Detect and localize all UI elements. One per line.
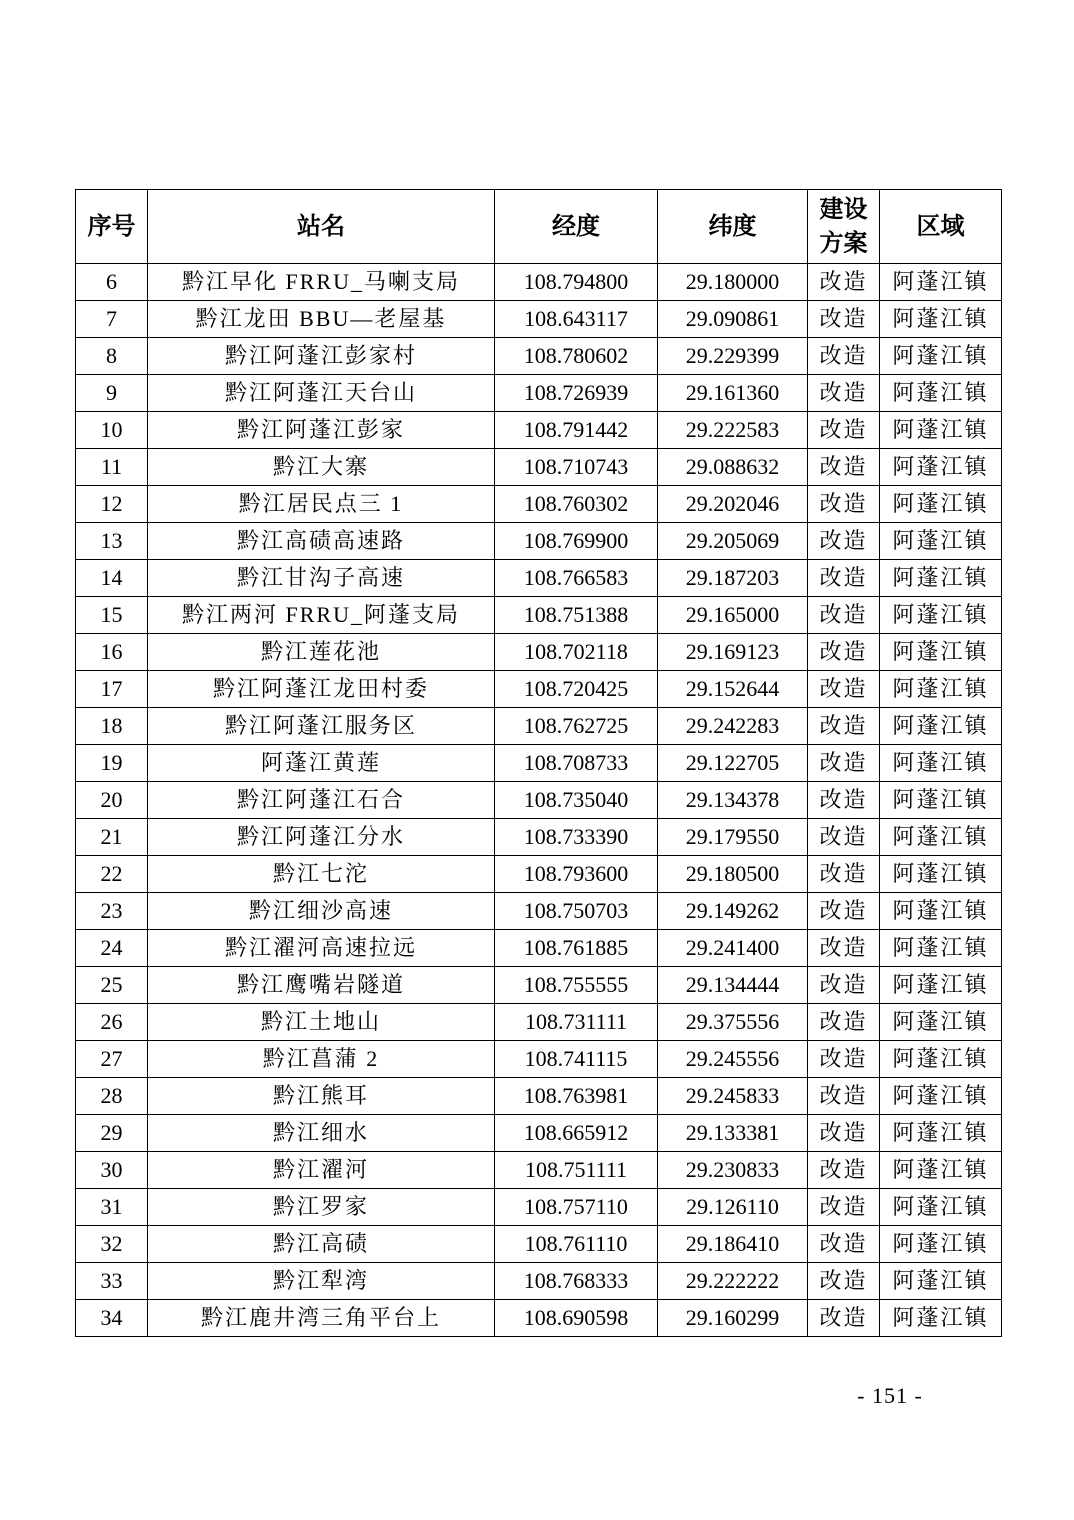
cell-longitude: 108.794800	[495, 264, 658, 301]
cell-plan: 改造	[808, 856, 880, 893]
cell-latitude: 29.165000	[658, 597, 808, 634]
station-table	[75, 189, 1002, 1337]
table-row	[76, 967, 1002, 1004]
cell-station: 阿蓬江黄莲	[148, 745, 495, 782]
cell-station: 黔江高碛	[148, 1226, 495, 1263]
cell-longitude: 108.720425	[495, 671, 658, 708]
cell-seq: 33	[76, 1263, 148, 1300]
cell-station: 黔江高碛高速路	[148, 523, 495, 560]
cell-plan: 改造	[808, 1189, 880, 1226]
table-row	[76, 597, 1002, 634]
cell-longitude: 108.791442	[495, 412, 658, 449]
cell-plan: 改造	[808, 486, 880, 523]
cell-longitude: 108.762725	[495, 708, 658, 745]
cell-plan: 改造	[808, 1078, 880, 1115]
cell-latitude: 29.149262	[658, 893, 808, 930]
table-row	[76, 338, 1002, 375]
cell-longitude: 108.702118	[495, 634, 658, 671]
cell-area: 阿蓬江镇	[880, 560, 1002, 597]
cell-area: 阿蓬江镇	[880, 967, 1002, 1004]
table-row	[76, 1263, 1002, 1300]
cell-seq: 9	[76, 375, 148, 412]
table-row	[76, 1226, 1002, 1263]
cell-station: 黔江鹿井湾三角平台上	[148, 1300, 495, 1337]
cell-plan: 改造	[808, 264, 880, 301]
cell-seq: 17	[76, 671, 148, 708]
cell-seq: 7	[76, 301, 148, 338]
cell-plan: 改造	[808, 1263, 880, 1300]
cell-station: 黔江阿蓬江分水	[148, 819, 495, 856]
cell-longitude: 108.750703	[495, 893, 658, 930]
cell-seq: 29	[76, 1115, 148, 1152]
table-row	[76, 930, 1002, 967]
cell-plan: 改造	[808, 412, 880, 449]
cell-longitude: 108.710743	[495, 449, 658, 486]
cell-seq: 15	[76, 597, 148, 634]
cell-plan: 改造	[808, 1004, 880, 1041]
cell-latitude: 29.088632	[658, 449, 808, 486]
cell-seq: 12	[76, 486, 148, 523]
cell-area: 阿蓬江镇	[880, 597, 1002, 634]
cell-latitude: 29.134378	[658, 782, 808, 819]
cell-station: 黔江七沱	[148, 856, 495, 893]
cell-seq: 18	[76, 708, 148, 745]
cell-station: 黔江两河 FRRU_阿蓬支局	[148, 597, 495, 634]
cell-longitude: 108.760302	[495, 486, 658, 523]
cell-station: 黔江莲花池	[148, 634, 495, 671]
cell-seq: 32	[76, 1226, 148, 1263]
cell-station: 黔江熊耳	[148, 1078, 495, 1115]
table-row	[76, 1078, 1002, 1115]
cell-plan: 改造	[808, 1300, 880, 1337]
table-row	[76, 1300, 1002, 1337]
table-row	[76, 708, 1002, 745]
table-row	[76, 819, 1002, 856]
table-row	[76, 1115, 1002, 1152]
cell-latitude: 29.245833	[658, 1078, 808, 1115]
cell-plan: 改造	[808, 560, 880, 597]
cell-station: 黔江阿蓬江彭家	[148, 412, 495, 449]
cell-station: 黔江细沙高速	[148, 893, 495, 930]
cell-plan: 改造	[808, 597, 880, 634]
table-row	[76, 782, 1002, 819]
cell-seq: 21	[76, 819, 148, 856]
cell-area: 阿蓬江镇	[880, 1300, 1002, 1337]
cell-station: 黔江大寨	[148, 449, 495, 486]
cell-area: 阿蓬江镇	[880, 486, 1002, 523]
cell-area: 阿蓬江镇	[880, 1078, 1002, 1115]
cell-longitude: 108.793600	[495, 856, 658, 893]
cell-latitude: 29.242283	[658, 708, 808, 745]
cell-plan: 改造	[808, 745, 880, 782]
cell-seq: 22	[76, 856, 148, 893]
cell-latitude: 29.133381	[658, 1115, 808, 1152]
cell-latitude: 29.179550	[658, 819, 808, 856]
cell-seq: 30	[76, 1152, 148, 1189]
cell-latitude: 29.152644	[658, 671, 808, 708]
cell-area: 阿蓬江镇	[880, 338, 1002, 375]
cell-area: 阿蓬江镇	[880, 708, 1002, 745]
cell-area: 阿蓬江镇	[880, 1263, 1002, 1300]
cell-seq: 25	[76, 967, 148, 1004]
cell-latitude: 29.222583	[658, 412, 808, 449]
cell-seq: 20	[76, 782, 148, 819]
cell-station: 黔江阿蓬江石合	[148, 782, 495, 819]
cell-latitude: 29.126110	[658, 1189, 808, 1226]
cell-longitude: 108.741115	[495, 1041, 658, 1078]
table-row	[76, 412, 1002, 449]
cell-longitude: 108.735040	[495, 782, 658, 819]
cell-seq: 28	[76, 1078, 148, 1115]
cell-plan: 改造	[808, 634, 880, 671]
cell-plan: 改造	[808, 338, 880, 375]
cell-latitude: 29.187203	[658, 560, 808, 597]
cell-area: 阿蓬江镇	[880, 1226, 1002, 1263]
cell-longitude: 108.726939	[495, 375, 658, 412]
cell-station: 黔江阿蓬江服务区	[148, 708, 495, 745]
cell-area: 阿蓬江镇	[880, 1041, 1002, 1078]
cell-latitude: 29.229399	[658, 338, 808, 375]
cell-seq: 14	[76, 560, 148, 597]
cell-plan: 改造	[808, 893, 880, 930]
cell-latitude: 29.222222	[658, 1263, 808, 1300]
table-row	[76, 1004, 1002, 1041]
cell-station: 黔江鹰嘴岩隧道	[148, 967, 495, 1004]
cell-latitude: 29.161360	[658, 375, 808, 412]
cell-seq: 27	[76, 1041, 148, 1078]
header-seq: 序号	[76, 190, 148, 264]
cell-longitude: 108.708733	[495, 745, 658, 782]
header-station: 站名	[148, 190, 495, 264]
table-row	[76, 634, 1002, 671]
cell-station: 黔江菖蒲 2	[148, 1041, 495, 1078]
cell-longitude: 108.751111	[495, 1152, 658, 1189]
table-row	[76, 449, 1002, 486]
cell-station: 黔江甘沟子高速	[148, 560, 495, 597]
cell-seq: 11	[76, 449, 148, 486]
cell-latitude: 29.160299	[658, 1300, 808, 1337]
cell-station: 黔江细水	[148, 1115, 495, 1152]
table-header	[76, 190, 1002, 264]
cell-latitude: 29.090861	[658, 301, 808, 338]
cell-latitude: 29.180000	[658, 264, 808, 301]
header-latitude: 纬度	[658, 190, 808, 264]
cell-plan: 改造	[808, 671, 880, 708]
table-row	[76, 301, 1002, 338]
cell-longitude: 108.780602	[495, 338, 658, 375]
table-row	[76, 523, 1002, 560]
header-row	[76, 190, 1002, 264]
cell-longitude: 108.751388	[495, 597, 658, 634]
cell-longitude: 108.768333	[495, 1263, 658, 1300]
cell-latitude: 29.180500	[658, 856, 808, 893]
cell-area: 阿蓬江镇	[880, 523, 1002, 560]
page-number: - 151 -	[857, 1383, 923, 1408]
cell-station: 黔江阿蓬江天台山	[148, 375, 495, 412]
cell-latitude: 29.241400	[658, 930, 808, 967]
cell-longitude: 108.763981	[495, 1078, 658, 1115]
cell-plan: 改造	[808, 1115, 880, 1152]
cell-longitude: 108.761110	[495, 1226, 658, 1263]
cell-longitude: 108.757110	[495, 1189, 658, 1226]
cell-seq: 10	[76, 412, 148, 449]
cell-station: 黔江罗家	[148, 1189, 495, 1226]
cell-area: 阿蓬江镇	[880, 634, 1002, 671]
cell-seq: 31	[76, 1189, 148, 1226]
cell-latitude: 29.186410	[658, 1226, 808, 1263]
cell-station: 黔江龙田 BBU—老屋基	[148, 301, 495, 338]
cell-area: 阿蓬江镇	[880, 301, 1002, 338]
cell-area: 阿蓬江镇	[880, 1152, 1002, 1189]
cell-plan: 改造	[808, 930, 880, 967]
cell-area: 阿蓬江镇	[880, 1115, 1002, 1152]
cell-latitude: 29.245556	[658, 1041, 808, 1078]
cell-station: 黔江居民点三 1	[148, 486, 495, 523]
cell-latitude: 29.375556	[658, 1004, 808, 1041]
cell-latitude: 29.230833	[658, 1152, 808, 1189]
cell-area: 阿蓬江镇	[880, 671, 1002, 708]
cell-plan: 改造	[808, 1226, 880, 1263]
table-row	[76, 671, 1002, 708]
table-row	[76, 893, 1002, 930]
table-row	[76, 1152, 1002, 1189]
header-area: 区域	[880, 190, 1002, 264]
cell-station: 黔江阿蓬江龙田村委	[148, 671, 495, 708]
cell-area: 阿蓬江镇	[880, 264, 1002, 301]
cell-station: 黔江濯河	[148, 1152, 495, 1189]
cell-seq: 24	[76, 930, 148, 967]
cell-area: 阿蓬江镇	[880, 856, 1002, 893]
cell-area: 阿蓬江镇	[880, 1004, 1002, 1041]
cell-station: 黔江犁湾	[148, 1263, 495, 1300]
cell-longitude: 108.761885	[495, 930, 658, 967]
cell-plan: 改造	[808, 708, 880, 745]
cell-area: 阿蓬江镇	[880, 449, 1002, 486]
cell-longitude: 108.643117	[495, 301, 658, 338]
cell-station: 黔江土地山	[148, 1004, 495, 1041]
cell-seq: 23	[76, 893, 148, 930]
cell-latitude: 29.205069	[658, 523, 808, 560]
table-row	[76, 264, 1002, 301]
cell-seq: 34	[76, 1300, 148, 1337]
cell-plan: 改造	[808, 967, 880, 1004]
header-plan: 建设方案	[808, 190, 880, 264]
cell-plan: 改造	[808, 782, 880, 819]
cell-area: 阿蓬江镇	[880, 1189, 1002, 1226]
cell-seq: 16	[76, 634, 148, 671]
table-row	[76, 1041, 1002, 1078]
cell-plan: 改造	[808, 375, 880, 412]
cell-plan: 改造	[808, 1041, 880, 1078]
cell-area: 阿蓬江镇	[880, 375, 1002, 412]
header-longitude: 经度	[495, 190, 658, 264]
table-row	[76, 375, 1002, 412]
cell-plan: 改造	[808, 449, 880, 486]
cell-latitude: 29.122705	[658, 745, 808, 782]
cell-longitude: 108.733390	[495, 819, 658, 856]
cell-area: 阿蓬江镇	[880, 745, 1002, 782]
cell-latitude: 29.169123	[658, 634, 808, 671]
cell-area: 阿蓬江镇	[880, 893, 1002, 930]
cell-seq: 19	[76, 745, 148, 782]
cell-latitude: 29.202046	[658, 486, 808, 523]
cell-seq: 6	[76, 264, 148, 301]
cell-seq: 13	[76, 523, 148, 560]
table-row	[76, 560, 1002, 597]
cell-area: 阿蓬江镇	[880, 819, 1002, 856]
table-row	[76, 1189, 1002, 1226]
cell-plan: 改造	[808, 301, 880, 338]
cell-longitude: 108.731111	[495, 1004, 658, 1041]
cell-seq: 8	[76, 338, 148, 375]
table-row	[76, 856, 1002, 893]
cell-plan: 改造	[808, 523, 880, 560]
cell-longitude: 108.769900	[495, 523, 658, 560]
table-row	[76, 745, 1002, 782]
cell-seq: 26	[76, 1004, 148, 1041]
table-body	[76, 264, 1002, 1337]
cell-longitude: 108.665912	[495, 1115, 658, 1152]
table-row	[76, 486, 1002, 523]
cell-station: 黔江早化 FRRU_马喇支局	[148, 264, 495, 301]
cell-longitude: 108.690598	[495, 1300, 658, 1337]
cell-station: 黔江阿蓬江彭家村	[148, 338, 495, 375]
cell-area: 阿蓬江镇	[880, 412, 1002, 449]
cell-area: 阿蓬江镇	[880, 930, 1002, 967]
cell-plan: 改造	[808, 1152, 880, 1189]
cell-area: 阿蓬江镇	[880, 782, 1002, 819]
cell-longitude: 108.766583	[495, 560, 658, 597]
cell-plan: 改造	[808, 819, 880, 856]
cell-station: 黔江濯河高速拉远	[148, 930, 495, 967]
cell-longitude: 108.755555	[495, 967, 658, 1004]
cell-latitude: 29.134444	[658, 967, 808, 1004]
